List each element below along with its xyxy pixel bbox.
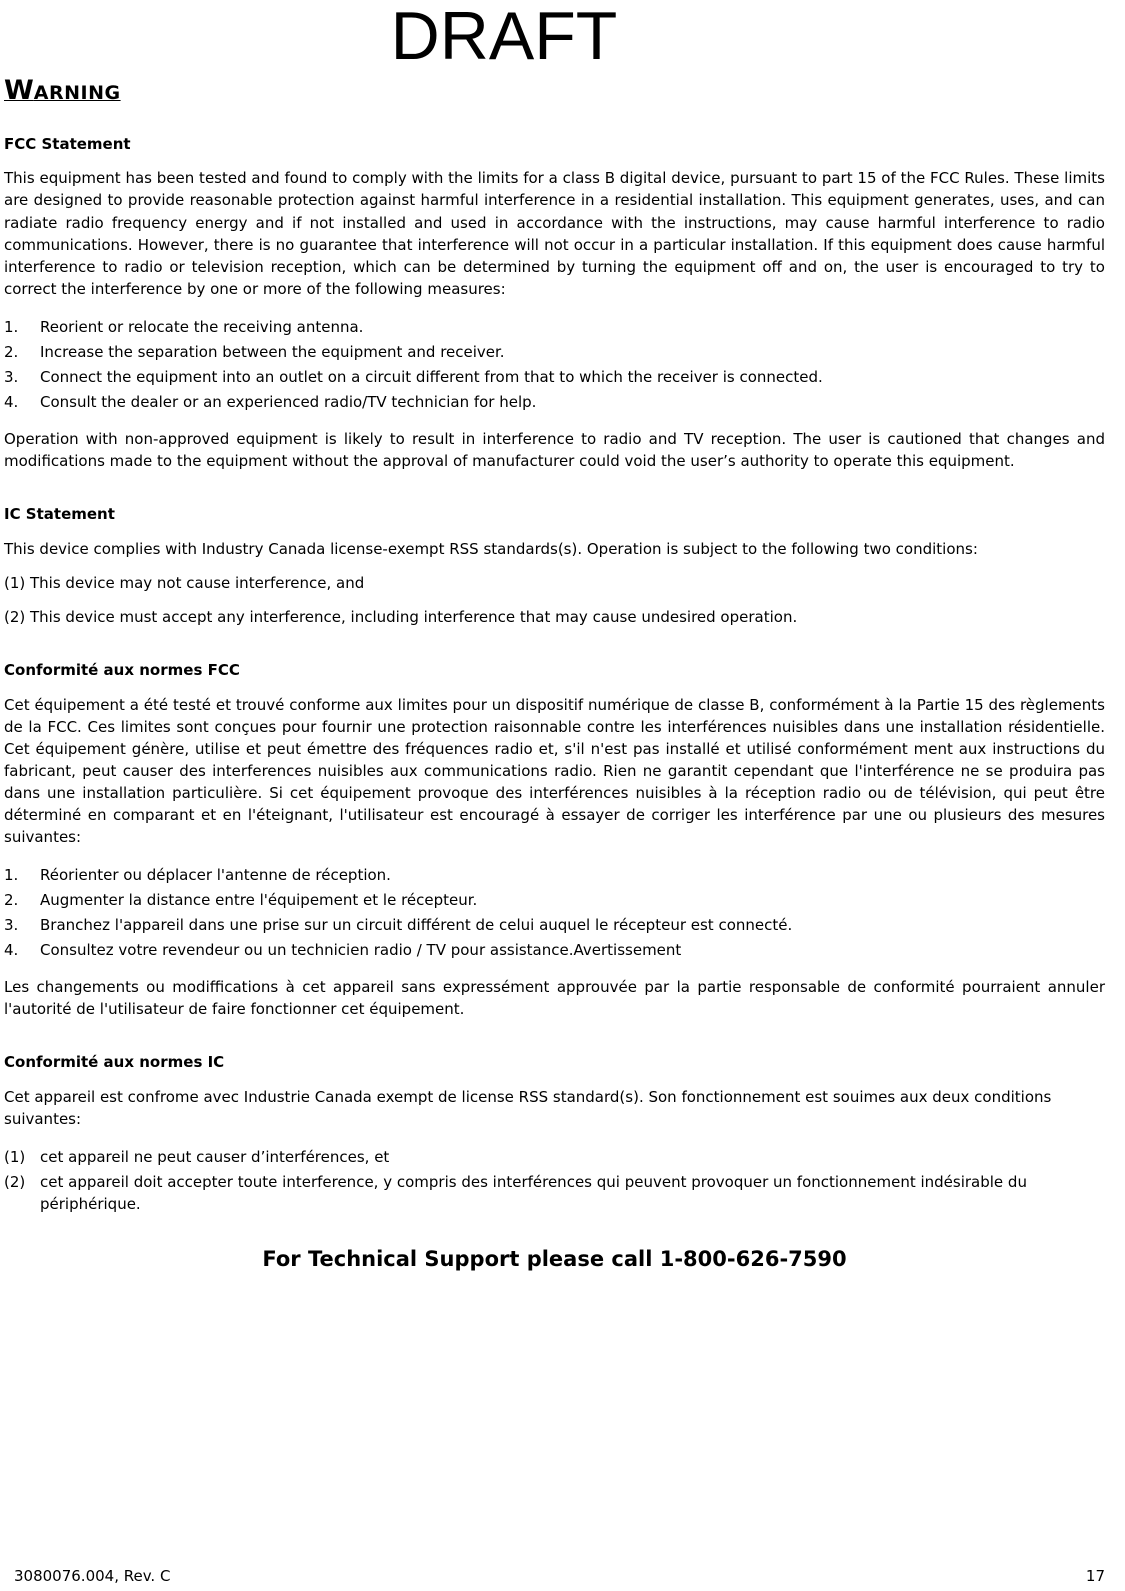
list-item — [4, 1171, 1105, 1215]
draft-watermark: DRAFT — [390, 0, 618, 74]
fcc-statement-heading: FCC Statement — [4, 134, 131, 153]
list-item-number: 3. — [4, 367, 19, 386]
list-item-number: (2) — [4, 1173, 26, 1192]
list-item — [4, 1146, 1105, 1168]
list-item — [4, 391, 1105, 413]
list-item-number: 2. — [4, 342, 19, 361]
list-item-number: (1) — [4, 1148, 26, 1167]
ic-condition-1: (1) This device may not cause interference, and — [4, 573, 365, 592]
fcc-french-intro-paragraph: Cet équipement a été testé et trouvé conforme aux limites pour un dispositif numérique de classe B, conformément à la Partie 15 des règlements de la FCC. Ces limites sont conçues pour fournir une protection raisonnable contre les interférences nuisibles dans une installation résidentielle. Cet équipement génère, utilise et peut émettre des fréquences radio et, s'il n'est pas installé et utilisé conformément ment aux instructions du fabricant, peut causer des interferences nuisibles aux communications radio. Rien ne garantit cependant que l'interférence ne se produira pas dans une installation particulière. Si cet équipement provoque des interférences nuisibles à la réception radio ou de télévision, qui peut être déterminé en comparant et en l'éteignant, l'utilisateur est encouragé à essayer de corriger les interférence par une ou plusieurs des mesures suivantes: — [4, 695, 1105, 846]
fcc-french-measures-list — [4, 864, 1105, 964]
footer-page-number: 17 — [1085, 1567, 1105, 1585]
fcc-french-closing-paragraph: Les changements ou modiffications à cet appareil sans expressément approuvée par la partie responsable de conformité pourraient annuler l'autorité de l'utilisateur de faire fonctionner cet équipement. — [4, 978, 1105, 1019]
fcc-french-heading: Conformité aux normes FCC — [4, 660, 240, 679]
technical-support-line: For Technical Support please call 1-800-626-7590 — [262, 1247, 847, 1272]
ic-french-heading: Conformité aux normes IC — [4, 1053, 225, 1072]
fcc-closing-paragraph: Operation with non-approved equipment is likely to result in interference to radio and TV reception. The user is cautioned that changes and modifications made to the equipment without the approval of manufacturer could void the user’s authority to operate this equipment. — [4, 429, 1105, 470]
list-item — [4, 341, 1105, 363]
list-item-text: cet appareil ne peut causer d’interférences, et — [40, 1148, 390, 1167]
list-item — [4, 864, 1105, 886]
list-item-text: Reorient or relocate the receiving antenna. — [40, 317, 364, 336]
list-item — [4, 366, 1105, 388]
list-item-text: Augmenter la distance entre l'équipement et le récepteur. — [40, 891, 478, 910]
ic-condition-2: (2) This device must accept any interference, including interference that may cause undesired operation. — [4, 607, 798, 626]
list-item-number: 4. — [4, 941, 19, 960]
warning-heading-initial: W — [4, 75, 34, 106]
list-item-text: Consultez votre revendeur ou un technicien radio / TV pour assistance.Avertissement — [40, 941, 682, 960]
ic-intro-paragraph: This device complies with Industry Canada license-exempt RSS standards(s). Operation is subject to the following two conditions: — [4, 539, 978, 558]
fcc-intro-paragraph: This equipment has been tested and found to comply with the limits for a class B digital device, pursuant to part 15 of the FCC Rules. These limits are designed to provide reasonable protection against harmful interference in a residential installation. This equipment generates, uses, and can radiate radio frequency energy and if not installed and used in accordance with the instructions, may cause harmful interference to radio communications. However, there is no guarantee that interference will not occur in a particular installation. If this equipment does cause harmful interference to radio or television reception, which can be determined by turning the equipment off and on, the user is encouraged to try to correct the interference by one or more of the following measures: — [4, 169, 1105, 298]
list-item — [4, 316, 1105, 338]
list-item-number: 2. — [4, 891, 19, 910]
ic-statement-heading: IC Statement — [4, 505, 115, 523]
list-item — [4, 939, 1105, 961]
list-item-number: 1. — [4, 317, 19, 336]
footer-document-number: 3080076.004, Rev. C — [14, 1567, 171, 1585]
list-item-text: Consult the dealer or an experienced radio/TV technician for help. — [40, 392, 537, 411]
page-footer — [4, 1567, 1105, 1585]
list-item-number: 3. — [4, 916, 19, 935]
list-item-text: Connect the equipment into an outlet on a circuit different from that to which the receiver is connected. — [40, 367, 823, 386]
ic-french-intro-paragraph: Cet appareil est confrome avec Industrie Canada exempt de license RSS standard(s). Son fonctionnement est souimes aux deux conditions suivantes: — [4, 1088, 1052, 1129]
list-item-number: 1. — [4, 865, 19, 884]
list-item-number: 4. — [4, 392, 19, 411]
list-item-text: Increase the separation between the equipment and receiver. — [40, 342, 505, 361]
list-item — [4, 889, 1105, 911]
fcc-measures-list — [4, 316, 1105, 416]
list-item-text: cet appareil doit accepter toute interference, y compris des interférences qui peuvent provoquer un fonctionnement indésirable du périphérique. — [40, 1173, 1027, 1214]
warning-heading-rest: ARNING — [33, 82, 121, 104]
list-item-text: Branchez l'appareil dans une prise sur un circuit différent de celui auquel le récepteur est connecté. — [40, 916, 793, 935]
list-item — [4, 914, 1105, 936]
ic-french-conditions-list — [4, 1146, 1105, 1218]
list-item-text: Réorienter ou déplacer l'antenne de réception. — [40, 865, 391, 884]
warning-heading — [4, 76, 1105, 106]
